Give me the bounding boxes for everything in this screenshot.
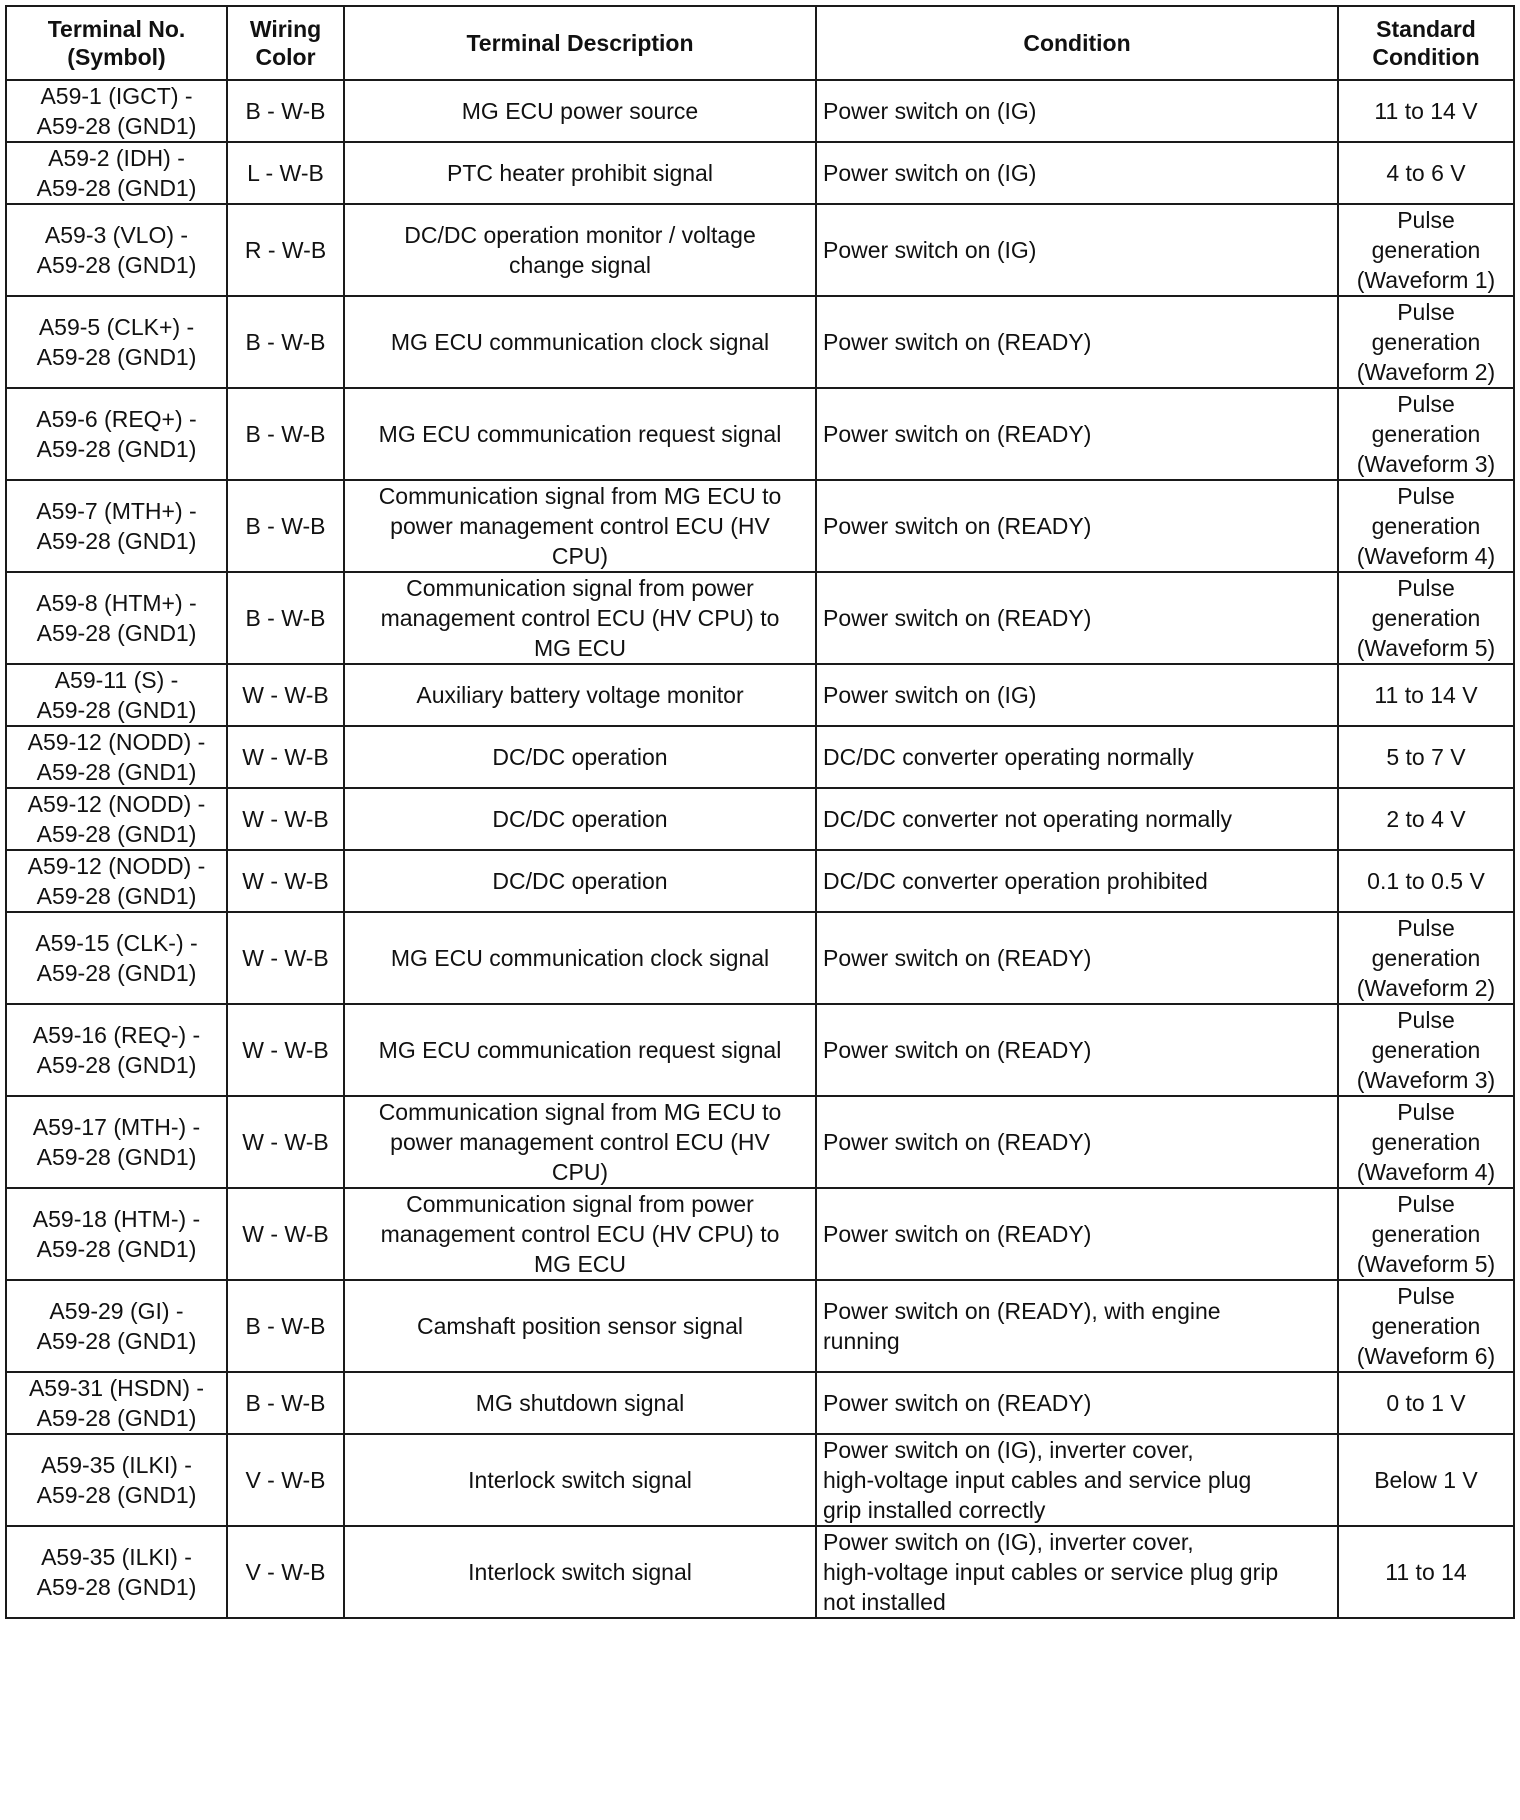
standard-condition-cell <box>1338 1434 1514 1526</box>
condition-cell-text: Power switch on (IG) <box>823 237 1037 263</box>
table-row <box>6 1526 1514 1618</box>
terminal-cell-text: A59-29 (GI) - A59-28 (GND1) <box>36 1298 197 1354</box>
standard-condition-cell-text: Pulse generation (Waveform 2) <box>1356 915 1496 1001</box>
standard-condition-cell <box>1338 388 1514 480</box>
condition-cell <box>816 1188 1338 1280</box>
description-cell <box>344 1372 816 1434</box>
table-row <box>6 1280 1514 1372</box>
condition-cell <box>816 1004 1338 1096</box>
standard-condition-cell-text: Pulse generation (Waveform 3) <box>1356 1007 1496 1093</box>
table-row <box>6 1188 1514 1280</box>
wiring-color-cell <box>227 1372 344 1434</box>
terminal-cell <box>6 664 227 726</box>
condition-cell-text: DC/DC converter operation prohibited <box>823 868 1208 894</box>
wiring-color-cell-text: W - W-B <box>242 1129 329 1155</box>
condition-cell-text: Power switch on (READY) <box>823 1129 1092 1155</box>
wiring-color-cell-text: W - W-B <box>242 682 329 708</box>
wiring-color-cell <box>227 912 344 1004</box>
terminal-spec-sheet <box>5 5 1513 1619</box>
table-row <box>6 912 1514 1004</box>
table-row <box>6 388 1514 480</box>
terminal-cell-text: A59-35 (ILKI) - A59-28 (GND1) <box>36 1544 197 1600</box>
terminal-cell-text: A59-31 (HSDN) - A59-28 (GND1) <box>28 1375 205 1431</box>
wiring-color-cell <box>227 1526 344 1618</box>
description-cell <box>344 572 816 664</box>
wiring-color-cell <box>227 480 344 572</box>
condition-cell <box>816 1434 1338 1526</box>
table-row <box>6 142 1514 204</box>
terminal-cell <box>6 1280 227 1372</box>
table-row <box>6 572 1514 664</box>
wiring-color-cell-text: W - W-B <box>242 868 329 894</box>
standard-condition-cell-text: Pulse generation (Waveform 6) <box>1356 1283 1496 1369</box>
description-cell <box>344 80 816 142</box>
condition-cell-text: DC/DC converter not operating normally <box>823 806 1233 832</box>
table-row <box>6 850 1514 912</box>
wiring-color-cell <box>227 296 344 388</box>
standard-condition-cell <box>1338 1372 1514 1434</box>
terminal-cell-text: A59-17 (MTH-) - A59-28 (GND1) <box>32 1114 201 1170</box>
wiring-color-cell-text: W - W-B <box>242 1037 329 1063</box>
terminal-cell <box>6 1096 227 1188</box>
terminal-cell-text: A59-16 (REQ-) - A59-28 (GND1) <box>32 1022 201 1078</box>
wiring-color-cell-text: W - W-B <box>242 806 329 832</box>
description-cell-text: Communication signal from power management control ECU (HV CPU) to MG ECU <box>380 575 780 661</box>
description-cell-text: DC/DC operation <box>492 806 668 832</box>
description-cell-text: PTC heater prohibit signal <box>447 160 713 186</box>
terminal-cell-text: A59-18 (HTM-) - A59-28 (GND1) <box>32 1206 201 1262</box>
terminal-cell <box>6 726 227 788</box>
table-row <box>6 1004 1514 1096</box>
wiring-color-cell <box>227 1188 344 1280</box>
condition-cell <box>816 726 1338 788</box>
description-cell-text: Auxiliary battery voltage monitor <box>416 682 744 708</box>
description-cell <box>344 850 816 912</box>
condition-cell <box>816 1526 1338 1618</box>
standard-condition-cell-text: Pulse generation (Waveform 4) <box>1356 483 1496 569</box>
wiring-color-cell <box>227 142 344 204</box>
wiring-color-cell <box>227 388 344 480</box>
condition-cell <box>816 572 1338 664</box>
description-cell <box>344 142 816 204</box>
header-terminal: Terminal No. (Symbol) <box>6 6 227 80</box>
terminal-cell-text: A59-35 (ILKI) - A59-28 (GND1) <box>36 1452 197 1508</box>
condition-cell <box>816 480 1338 572</box>
terminal-cell <box>6 912 227 1004</box>
standard-condition-cell-text: Pulse generation (Waveform 3) <box>1356 391 1496 477</box>
description-cell <box>344 480 816 572</box>
terminal-cell <box>6 1526 227 1618</box>
terminal-cell-text: A59-5 (CLK+) - A59-28 (GND1) <box>36 314 197 370</box>
table-row <box>6 664 1514 726</box>
terminal-cell-text: A59-1 (IGCT) - A59-28 (GND1) <box>36 83 197 139</box>
description-cell-text: DC/DC operation <box>492 868 668 894</box>
standard-condition-cell-text: 0.1 to 0.5 V <box>1367 868 1485 894</box>
standard-condition-cell-text: 4 to 6 V <box>1386 160 1466 186</box>
standard-condition-cell <box>1338 726 1514 788</box>
terminal-cell-text: A59-15 (CLK-) - A59-28 (GND1) <box>35 930 198 986</box>
description-cell <box>344 1280 816 1372</box>
wiring-color-cell-text: B - W-B <box>245 1390 326 1416</box>
description-cell-text: Communication signal from power management control ECU (HV CPU) to MG ECU <box>380 1191 780 1277</box>
condition-cell-text: Power switch on (READY) <box>823 1390 1092 1416</box>
description-cell-text: DC/DC operation monitor / voltage change signal <box>404 222 756 278</box>
wiring-color-cell-text: L - W-B <box>247 160 324 186</box>
wiring-color-cell-text: V - W-B <box>245 1559 326 1585</box>
description-cell-text: Interlock switch signal <box>468 1467 692 1493</box>
standard-condition-cell <box>1338 1096 1514 1188</box>
condition-cell <box>816 296 1338 388</box>
standard-condition-cell <box>1338 80 1514 142</box>
condition-cell <box>816 142 1338 204</box>
terminal-cell <box>6 1004 227 1096</box>
standard-condition-cell <box>1338 1188 1514 1280</box>
standard-condition-cell-text: Pulse generation (Waveform 2) <box>1356 299 1496 385</box>
wiring-color-cell-text: B - W-B <box>245 1313 326 1339</box>
terminal-cell-text: A59-12 (NODD) - A59-28 (GND1) <box>27 729 206 785</box>
header-terminal-description: Terminal Description <box>344 6 816 80</box>
wiring-color-cell-text: B - W-B <box>245 98 326 124</box>
header-wiring-color: Wiring Color <box>227 6 344 80</box>
wiring-color-cell <box>227 664 344 726</box>
condition-cell <box>816 850 1338 912</box>
wiring-color-cell-text: B - W-B <box>245 513 326 539</box>
condition-cell-text: Power switch on (IG), inverter cover, high-voltage input cables or service plug grip not installed <box>823 1529 1279 1615</box>
standard-condition-cell <box>1338 912 1514 1004</box>
table-row <box>6 1434 1514 1526</box>
standard-condition-cell-text: 2 to 4 V <box>1386 806 1466 832</box>
table-row <box>6 204 1514 296</box>
standard-condition-cell <box>1338 142 1514 204</box>
description-cell-text: MG ECU communication request signal <box>378 421 782 447</box>
condition-cell-text: Power switch on (IG) <box>823 682 1037 708</box>
table-row <box>6 296 1514 388</box>
description-cell-text: MG ECU communication clock signal <box>390 329 770 355</box>
standard-condition-cell-text: Pulse generation (Waveform 5) <box>1356 1191 1496 1277</box>
terminal-cell <box>6 204 227 296</box>
standard-condition-cell-text: 11 to 14 V <box>1374 682 1478 708</box>
standard-condition-cell-text: Pulse generation (Waveform 4) <box>1356 1099 1496 1185</box>
description-cell <box>344 912 816 1004</box>
terminal-cell <box>6 1372 227 1434</box>
description-cell <box>344 1526 816 1618</box>
condition-cell <box>816 1372 1338 1434</box>
description-cell-text: MG ECU communication clock signal <box>390 945 770 971</box>
description-cell <box>344 388 816 480</box>
standard-condition-cell-text: Pulse generation (Waveform 1) <box>1356 207 1496 293</box>
wiring-color-cell-text: V - W-B <box>245 1467 326 1493</box>
condition-cell-text: Power switch on (IG), inverter cover, high-voltage input cables and service plug grip installed correctly <box>823 1437 1252 1523</box>
description-cell-text: Communication signal from MG ECU to power management control ECU (HV CPU) <box>378 483 782 569</box>
condition-cell <box>816 1280 1338 1372</box>
wiring-color-cell <box>227 572 344 664</box>
description-cell <box>344 1096 816 1188</box>
terminal-cell <box>6 850 227 912</box>
wiring-color-cell-text: R - W-B <box>244 237 327 263</box>
wiring-color-cell <box>227 788 344 850</box>
terminal-cell-text: A59-8 (HTM+) - A59-28 (GND1) <box>36 590 197 646</box>
terminal-spec-table <box>5 5 1515 1619</box>
standard-condition-cell <box>1338 1280 1514 1372</box>
condition-cell-text: Power switch on (IG) <box>823 98 1037 124</box>
description-cell-text: MG shutdown signal <box>475 1390 685 1416</box>
terminal-cell-text: A59-7 (MTH+) - A59-28 (GND1) <box>36 498 197 554</box>
description-cell-text: Interlock switch signal <box>468 1559 692 1585</box>
description-cell <box>344 296 816 388</box>
terminal-cell <box>6 1188 227 1280</box>
terminal-cell <box>6 480 227 572</box>
standard-condition-cell-text: 0 to 1 V <box>1386 1390 1466 1416</box>
wiring-color-cell <box>227 80 344 142</box>
terminal-cell-text: A59-11 (S) - A59-28 (GND1) <box>36 667 197 723</box>
description-cell <box>344 788 816 850</box>
standard-condition-cell <box>1338 204 1514 296</box>
standard-condition-cell-text: 11 to 14 V <box>1374 98 1478 124</box>
header-row <box>6 6 1514 80</box>
wiring-color-cell-text: B - W-B <box>245 605 326 631</box>
description-cell <box>344 204 816 296</box>
condition-cell-text: Power switch on (READY) <box>823 1221 1092 1247</box>
table-row <box>6 80 1514 142</box>
header-condition: Condition <box>816 6 1338 80</box>
table-row <box>6 726 1514 788</box>
description-cell-text: Communication signal from MG ECU to power management control ECU (HV CPU) <box>378 1099 782 1185</box>
wiring-color-cell <box>227 1280 344 1372</box>
table-row <box>6 1096 1514 1188</box>
standard-condition-cell <box>1338 572 1514 664</box>
condition-cell <box>816 664 1338 726</box>
condition-cell <box>816 388 1338 480</box>
terminal-cell <box>6 296 227 388</box>
condition-cell <box>816 80 1338 142</box>
condition-cell-text: Power switch on (READY) <box>823 1037 1092 1063</box>
wiring-color-cell <box>227 1004 344 1096</box>
description-cell-text: MG ECU power source <box>461 98 699 124</box>
condition-cell <box>816 204 1338 296</box>
condition-cell-text: Power switch on (IG) <box>823 160 1037 186</box>
condition-cell <box>816 912 1338 1004</box>
condition-cell-text: Power switch on (READY) <box>823 421 1092 447</box>
terminal-cell-text: A59-12 (NODD) - A59-28 (GND1) <box>27 853 206 909</box>
standard-condition-cell <box>1338 296 1514 388</box>
condition-cell-text: Power switch on (READY) <box>823 513 1092 539</box>
condition-cell <box>816 788 1338 850</box>
standard-condition-cell <box>1338 850 1514 912</box>
description-cell <box>344 664 816 726</box>
condition-cell-text: Power switch on (READY) <box>823 329 1092 355</box>
description-cell-text: MG ECU communication request signal <box>378 1037 782 1063</box>
wiring-color-cell-text: W - W-B <box>242 945 329 971</box>
terminal-cell <box>6 142 227 204</box>
standard-condition-cell-text: 11 to 14 <box>1385 1559 1467 1585</box>
standard-condition-cell <box>1338 788 1514 850</box>
description-cell <box>344 726 816 788</box>
terminal-cell <box>6 1434 227 1526</box>
wiring-color-cell-text: W - W-B <box>242 1221 329 1247</box>
condition-cell-text: Power switch on (READY), with engine running <box>823 1298 1221 1354</box>
wiring-color-cell <box>227 850 344 912</box>
terminal-cell-text: A59-12 (NODD) - A59-28 (GND1) <box>27 791 206 847</box>
standard-condition-cell <box>1338 664 1514 726</box>
wiring-color-cell-text: W - W-B <box>242 744 329 770</box>
terminal-cell-text: A59-2 (IDH) - A59-28 (GND1) <box>36 145 197 201</box>
standard-condition-cell <box>1338 1526 1514 1618</box>
description-cell <box>344 1188 816 1280</box>
terminal-cell-text: A59-3 (VLO) - A59-28 (GND1) <box>36 222 197 278</box>
terminal-cell <box>6 388 227 480</box>
description-cell <box>344 1004 816 1096</box>
description-cell-text: DC/DC operation <box>492 744 668 770</box>
description-cell-text: Camshaft position sensor signal <box>417 1313 743 1339</box>
wiring-color-cell <box>227 1096 344 1188</box>
header-standard-condition: Standard Condition <box>1338 6 1514 80</box>
standard-condition-cell-text: 5 to 7 V <box>1386 744 1466 770</box>
table-row <box>6 788 1514 850</box>
wiring-color-cell-text: B - W-B <box>245 421 326 447</box>
table-row <box>6 1372 1514 1434</box>
wiring-color-cell <box>227 204 344 296</box>
standard-condition-cell <box>1338 1004 1514 1096</box>
description-cell <box>344 1434 816 1526</box>
condition-cell-text: DC/DC converter operating normally <box>823 744 1194 770</box>
condition-cell <box>816 1096 1338 1188</box>
terminal-cell-text: A59-6 (REQ+) - A59-28 (GND1) <box>36 406 197 462</box>
standard-condition-cell-text: Pulse generation (Waveform 5) <box>1356 575 1496 661</box>
standard-condition-cell-text: Below 1 V <box>1374 1467 1478 1493</box>
wiring-color-cell-text: B - W-B <box>245 329 326 355</box>
wiring-color-cell <box>227 1434 344 1526</box>
condition-cell-text: Power switch on (READY) <box>823 605 1092 631</box>
condition-cell-text: Power switch on (READY) <box>823 945 1092 971</box>
terminal-cell <box>6 788 227 850</box>
terminal-cell <box>6 572 227 664</box>
standard-condition-cell <box>1338 480 1514 572</box>
wiring-color-cell <box>227 726 344 788</box>
table-row <box>6 480 1514 572</box>
terminal-cell <box>6 80 227 142</box>
table-body <box>6 80 1514 1618</box>
